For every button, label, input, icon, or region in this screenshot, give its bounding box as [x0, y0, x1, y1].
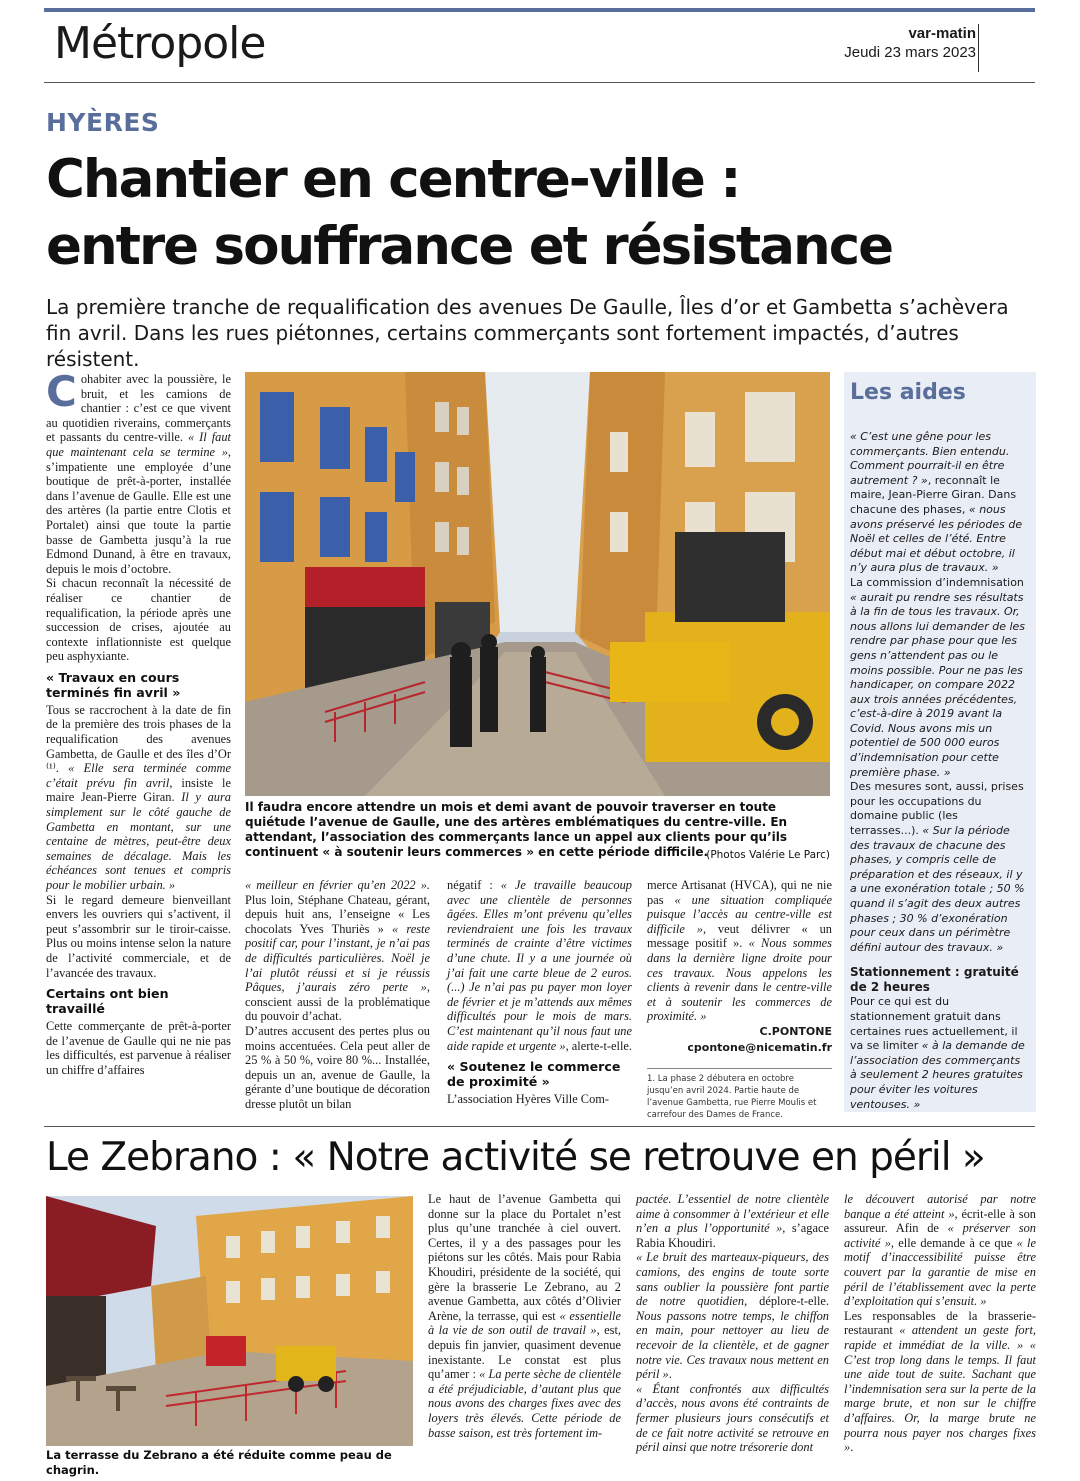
terrace-photo [46, 1196, 413, 1446]
subheading: Stationnement : gratuité de 2 heures [850, 965, 1019, 995]
author-email[interactable]: cpontone@nicematin.fr [687, 1040, 832, 1054]
paragraph: Si chacun reconnaît la nécessité de réaliser ce chantier de requalification, la période après une succession de crises, ajoutée au contexte inflationniste est quelque peu asphyxiante. [46, 576, 231, 664]
paragraph: négatif : « Je travaille beaucoup avec une clientèle de personnes âgées. Elles m’ont prévenu qu’elles reviendraient une fois les travaux terminés de crainte d’être victimes d’une chute. Il y a une journée où j’ai fait une carte bleue de 2 euros. (...) Je n’ai pas pu payer mon loyer de février et je m’attends aux mêmes difficultés pour le mois de mars. C’est maintenant qu’il nous faut une aide rapide et urgente », alerte-t-elle. [447, 878, 632, 1053]
article2-column-1 [428, 1192, 621, 1440]
masthead-divider [978, 24, 979, 72]
paragraph: « meilleur en février qu’en 2022 ». Plus loin, Stéphane Chateau, gérant, depuis huit ans, l’enseigne « Les chocolats Yves Thuriès » « reste positif car, pour l’instant, je n’ai pas de difficultés particulières. Noël je l’ai plutôt réussi et si je réussis Pâques, j’aurais zéro perte », conscient aussi de la problématique du pouvoir d’achat. [245, 878, 430, 1024]
paragraph: « Étant confrontés aux difficultés d’accès, nous avons été contraints de fermer plusieurs jours consécutifs et de ce fait notre activité se retrouve en péril ainsi que notre trésorerie dont [636, 1381, 829, 1455]
aides-title: Les aides [850, 380, 966, 405]
paragraph: « C’est une gêne pour les commerçants. Bien entendu. Comment pourrait-il en être autrement ? », reconnaît le maire, Jean-Pierre Giran. Dans chacune des phases, « nous avons préservé les périodes de Noël et celles de l’été. Entre début mai et début octobre, il n’y aura plus de travaux. » [850, 430, 1023, 575]
paragraph: D’autres accusent des pertes plus ou moins accentuées. Cela peut aller de 25 % à 50 %, voire 80 %... Installée, depuis un an, avenue de Gaulle, la gérante d’une boutique de décoration dresse plutôt un bilan [245, 1023, 430, 1111]
paragraph: « Le bruit des marteaux-piqueurs, des camions, des engins de toute sorte sans oublier la poussière font partie de notre quotidien, déplore-t-elle. Nous passons notre temps, le chiffon en main, pour nettoyer au lieu de recevoir de la clientèle, et de gagner notre vie. Ces travaux nous mettent en péril ». [636, 1250, 829, 1382]
paragraph: Pour ce qui est du stationnement gratuit dans certaines rues actuellement, il va se limiter « à la demande de l’association des commerçants à seulement 2 heures gratuites pour éviter les voitures ventouses. » [850, 995, 1025, 1111]
article-standfirst: La première tranche de requalification des avenues De Gaulle, Îles d’or et Gambetta s’achèvera fin avril. Dans les rues piétonnes, certains commerçants sont fortement impactés, d’autres résistent. [46, 295, 1009, 371]
article-column-2 [245, 878, 430, 1112]
photo-credit: (Photos Valérie Le Parc) [706, 849, 830, 861]
aides-text [850, 430, 1030, 1112]
article-column-1 [46, 367, 231, 1078]
headline-line-1: Chantier en centre-ville : [46, 149, 740, 210]
photo-caption: Il faudra encore attendre un mois et demi avant de pouvoir traverser en toute quiétude l’avenue de Gaulle, une des artères emblématiques du centre-ville. En attendant, l’association des commerçants lance un appel aux clients pour qu’ils continuent « à soutenir leurs commerces » en cette période difficile. [245, 800, 788, 859]
headline-line-2: entre souffrance et résistance [46, 216, 893, 277]
paper-name: var-matin [908, 25, 976, 42]
subheading: « Travaux en cours terminés fin avril » [46, 669, 181, 700]
paragraph: Cette commerçante de prêt-à-porter de l’avenue de Gaulle qui ne nie pas les difficultés, est parvenue à réaliser un chiffre d’affaires [46, 1019, 231, 1077]
paragraph: Tous se raccrochent à la date de fin de la première des trois phases de la requalification des avenues Gambetta, de Gaulle et des îles d’Or ⁽¹⁾. « Elle sera terminée comme c’était prévu fin avril, insiste le maire Jean-Pierre Giran. Il y aura simplement sur le côté gauche de Gambetta en montant, sur une centaine de mètres, peut-être deux semaines de décalage. Mais les échéances sont tenues et compris pour le mobilier urbain. » [46, 702, 231, 892]
masthead-rule [44, 82, 1035, 83]
drop-cap: C [46, 367, 77, 416]
paragraph: Cohabiter avec la poussière, le bruit, et les camions de chantier : c’est ce que vivent au quotidien riverains, commerçants et passants du centre-ville. « Il faut que maintenant cela se termine », s’impatiente une employée d’une boutique de prêt-à-porter, installée dans l’avenue de Gaulle. Elle est une des artères (la partie entre Clotis et Portalet) ainsi que toute la partie basse de Gambetta jusqu’à la rue Edmond Dunand, à être en travaux, depuis le mois d’octobre. [46, 367, 231, 576]
article-separator [44, 1126, 1035, 1127]
article-column-4 [647, 878, 832, 1056]
article-column-3 [447, 878, 632, 1107]
paragraph: pactée. L’essentiel de notre clientèle aime à consommer à l’extérieur et elle n’en a plus l’opportunité », s’agace Rabia Khoudiri. [636, 1192, 829, 1250]
terrace-illustration [46, 1196, 413, 1446]
street-works-illustration [245, 372, 830, 796]
terrace-photo-caption: La terrasse du Zebrano a été réduite comme peau de chagrin. [46, 1448, 392, 1477]
paragraph: Le haut de l’avenue Gambetta qui donne sur la place du Portalet n’est plus qu’une tranchée à ciel ouvert. Certes, il y a des passages pour les piétons sur les côtés. Mais pour Rabia Khoudiri, présidente de la société, qui gère la brasserie Le Zebrano, au 2 avenue Gambetta, aux côtés d’Olivier Arène, la terrasse, qui est « essentielle à la vie de son outil de travail », est, depuis fin janvier, quasiment devenue inexistante. Le constat est plus qu’amer : « La perte sèche de clientèle a été préjudiciable, d’autant plus que nous avons des charges fixes avec des loyers très élevés. Cette période de basse saison, est très fortement im- [428, 1192, 622, 1440]
subheading: Certains ont bien travaillé [46, 986, 169, 1017]
paragraph: merce Artisanat (HVCA), qui ne nie pas « une situation compliquée puisque l’accès au centre-ville est difficile », veut délivrer « un message positif ». « Nous sommes dans la dernière ligne droite pour ces travaux. Nous appelons les clients à revenir dans le centre-ville et à soutenir les commerces de proximité. » [647, 878, 833, 1024]
paragraph: Des mesures sont, aussi, prises pour les occupations du domaine public (les terrasses...). « Sur la période des travaux de chacune des phases, y compris celle de préparation et des réseaux, il y a une exonération totale ; 50 % quand il s’agit des deux autres phases ; 30 % d’exonération pour ceux dans un périmètre défini autour des travaux. » [850, 780, 1025, 954]
article-headline [46, 146, 1036, 280]
second-article-headline: Le Zebrano : « Notre activité se retrouve en péril » [46, 1135, 985, 1180]
paragraph: le découvert autorisé par notre banque a été atteint », écrit-elle à son assureur. Afin de « préserver son activité », elle demande à ce que « le motif d’inaccessibilité puisse être couvert par la garantie de mise en péril de l’établissement avec la perte d’exploitation qui s’ensuit. » [844, 1192, 1037, 1309]
paper-info [844, 24, 976, 62]
author-name: C.PONTONE [759, 1024, 832, 1038]
footnote: 1. La phase 2 débutera en octobre jusqu’en avril 2024. Partie haute de l’avenue Gambetta, rue Pierre Moulis et carrefour des Dames de France. [647, 1074, 817, 1120]
top-accent-rule [44, 8, 1035, 12]
section-title: Métropole [54, 18, 266, 69]
article-kicker: HYÈRES [46, 108, 160, 137]
paragraph: Les responsables de la brasserie-restaurant « attendent un geste fort, rapide et immédiat de la ville. » « C’est trop long dans le temps. Il faut une aide tout de suite. Sachant que l’indemnisation sera sur la perte de la marge brute, et non sur le chiffre d’affaires. Or, la marge brute ne pourra nous payer nos charges fixes ». [844, 1308, 1036, 1455]
issue-date: Jeudi 23 mars 2023 [844, 44, 976, 61]
paragraph: L’association Hyères Ville Com- [447, 1092, 610, 1107]
article2-column-3 [844, 1192, 1036, 1455]
article2-column-2 [636, 1192, 829, 1455]
subheading: « Soutenez le commerce de proximité » [447, 1059, 621, 1090]
footnote-rule [647, 1068, 832, 1069]
paragraph: Si le regard demeure bienveillant envers les ouvriers qui s’activent, il peut s’assombrir sur le tiroir-caisse. Plus ou moins intense selon la nature de l’activité commerciale, et de l’avancée des travaux. [46, 892, 231, 980]
street-works-photo [245, 372, 830, 796]
paragraph: La commission d’indemnisation « aurait pu rendre ses résultats à la fin de tous les travaux. Or, nous allons lui demander de les rendre par phase pour que les gens n’attendent pas ou le moins possible. Pour ne pas les handicaper, on compare 2022 aux trois années précédentes, c’est-à-dire à 2019 avant la Covid. Nous avons mis un potentiel de 500 000 euros d’indemnisation pour cette première phase. » [850, 575, 1026, 779]
